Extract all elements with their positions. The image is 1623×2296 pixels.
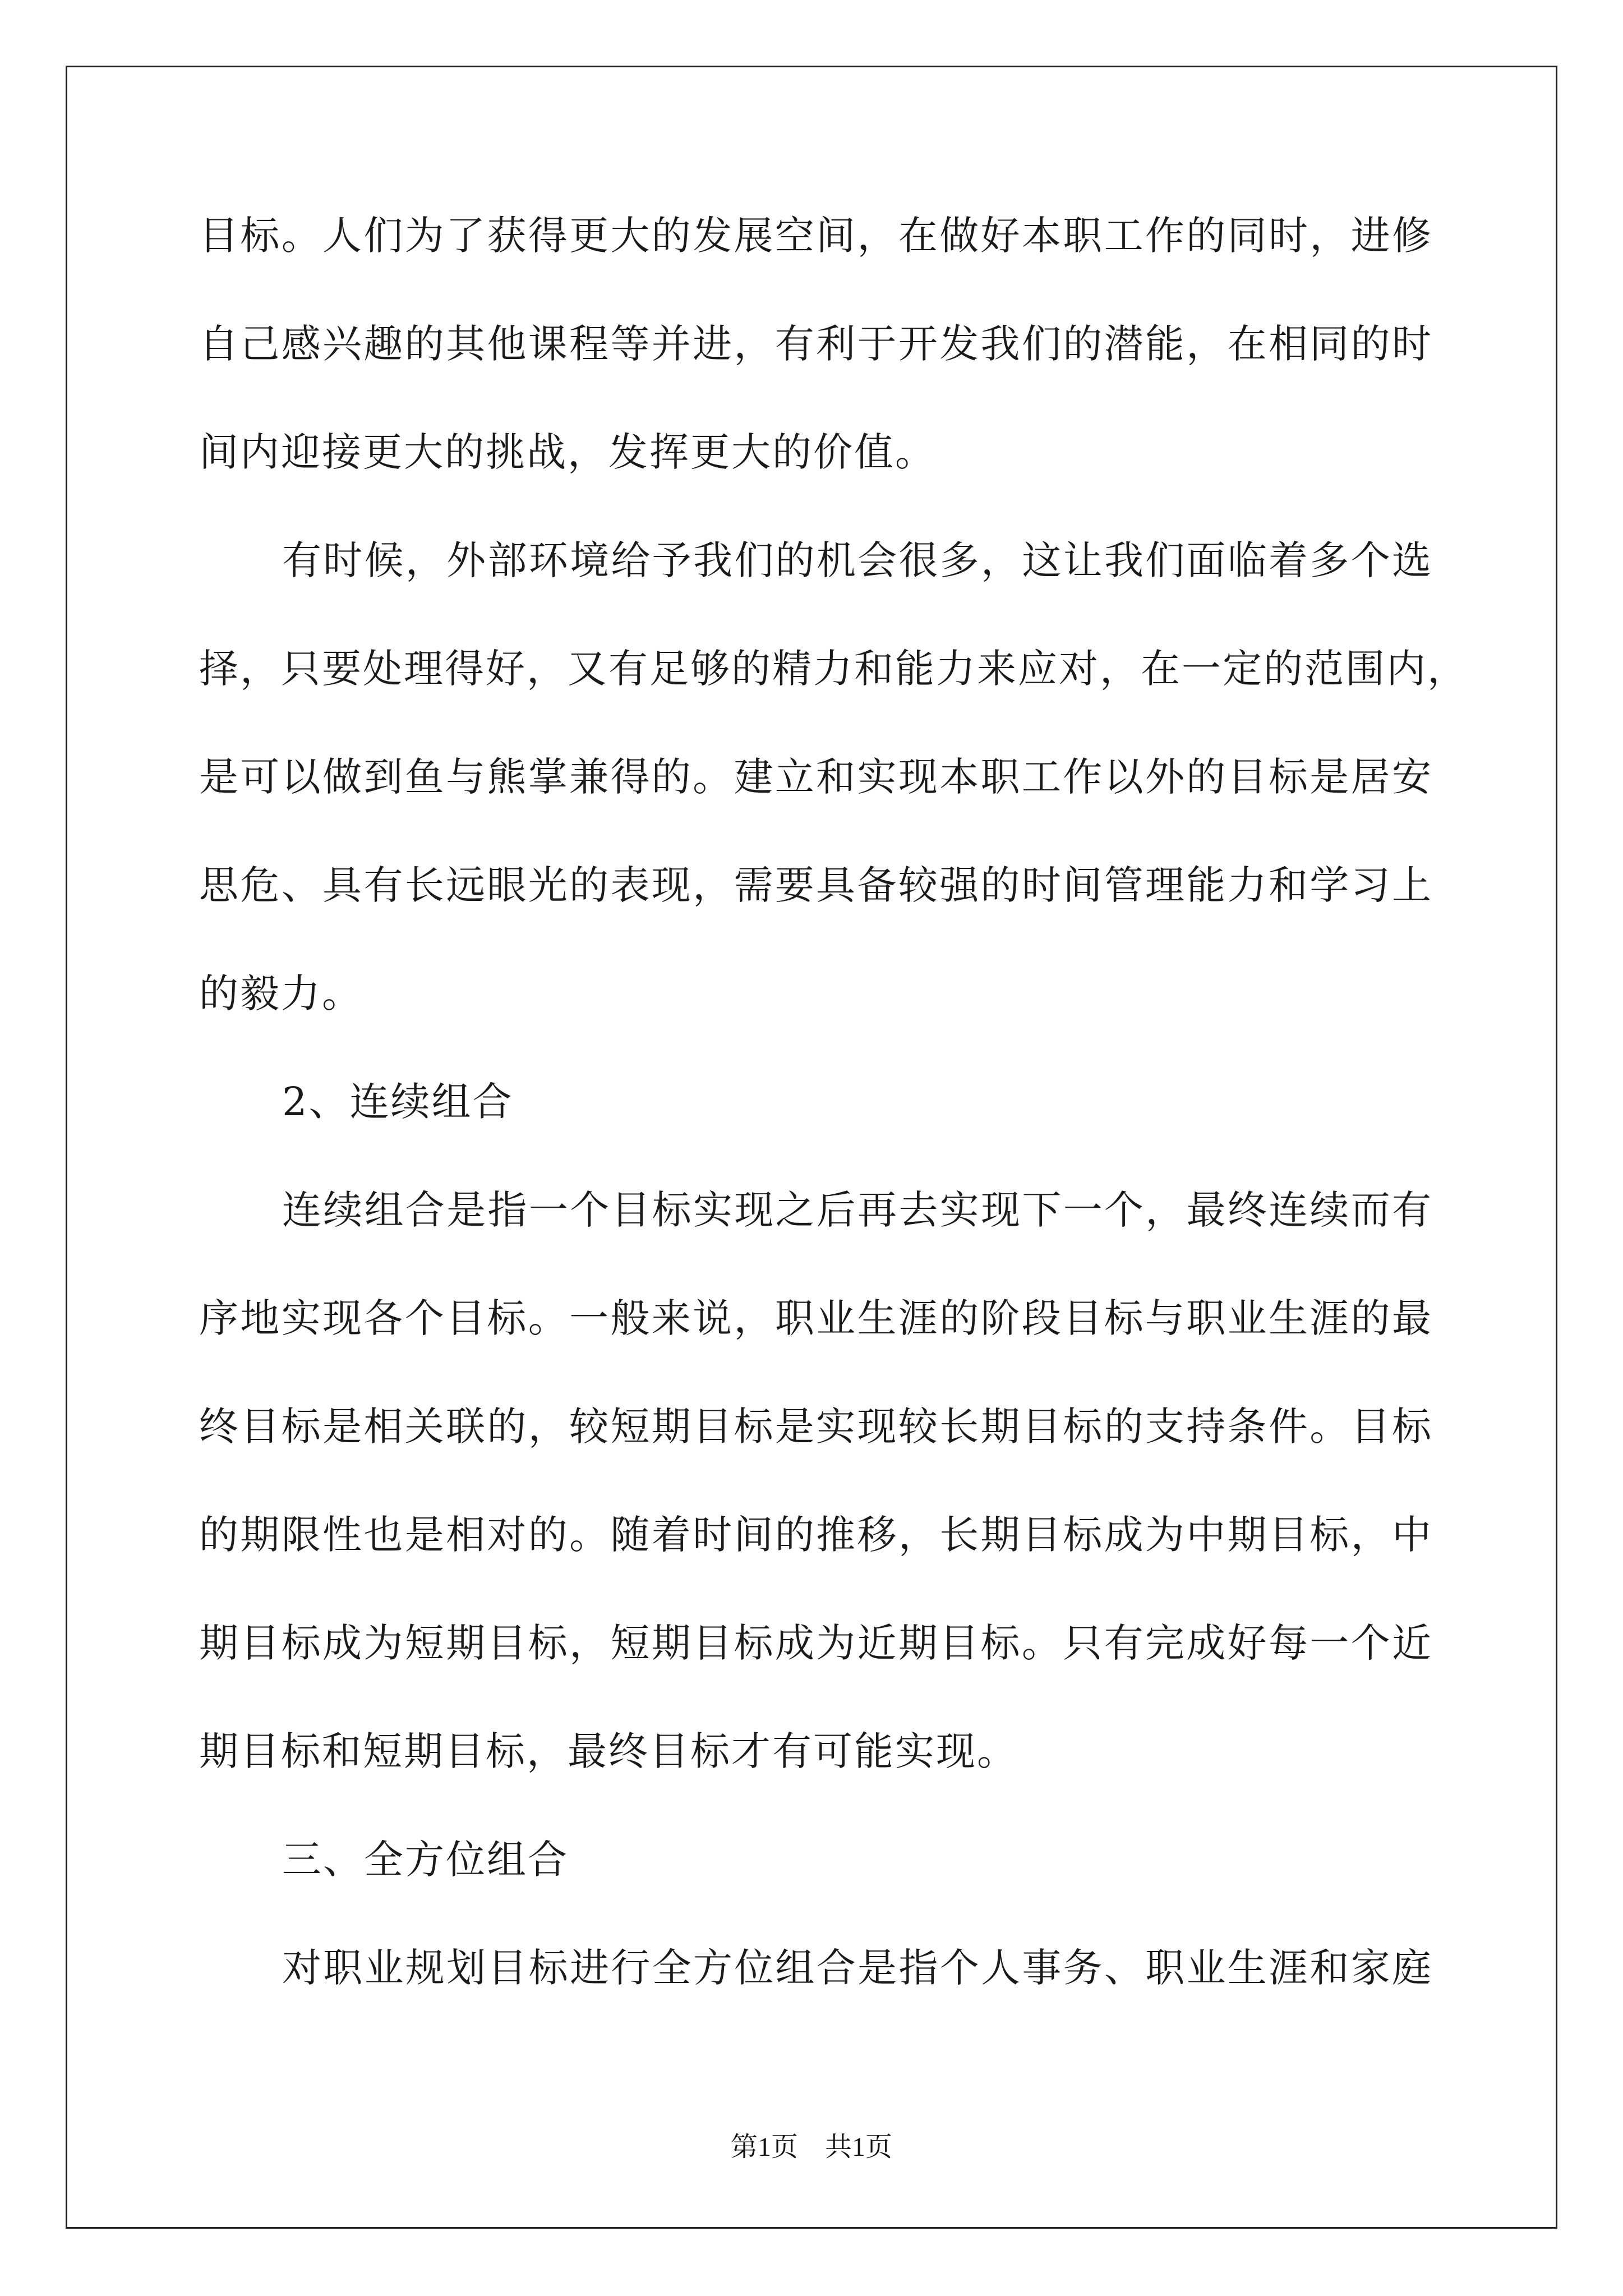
text-line: 对职业规划目标进行全方位组合是指个人事务、职业生涯和家庭 xyxy=(282,1945,1433,1991)
text-line: 是可以做到鱼与熊掌兼得的。建立和实现本职工作以外的目标是居安 xyxy=(199,754,1433,800)
text-line: 期目标成为短期目标，短期目标成为近期目标。只有完成好每一个近 xyxy=(199,1620,1433,1666)
page-footer: 第1页 共1页 xyxy=(730,2132,892,2162)
text-line: 间内迎接更大的挑战，发挥更大的价值。 xyxy=(199,429,936,475)
text-line: 的毅力。 xyxy=(199,970,363,1016)
text-line: 有时候，外部环境给予我们的机会很多，这让我们面临着多个选 xyxy=(282,537,1433,583)
text-line: 终目标是相关联的，较短期目标是实现较长期目标的支持条件。目标 xyxy=(199,1404,1433,1450)
text-line: 的期限性也是相对的。随着时间的推移，长期目标成为中期目标，中 xyxy=(199,1512,1433,1558)
text-line: 择，只要处理得好，又有足够的精力和能力来应对，在一定的范围内， xyxy=(199,646,1468,692)
text-line: 自己感兴趣的其他课程等并进，有利于开发我们的潜能，在相同的时 xyxy=(199,321,1433,367)
text-line: 连续组合是指一个目标实现之后再去实现下一个，最终连续而有 xyxy=(282,1187,1433,1233)
text-line: 思危、具有长远眼光的表现，需要具备较强的时间管理能力和学习上 xyxy=(199,862,1433,908)
text-line: 目标。人们为了获得更大的发展空间，在做好本职工作的同时，进修 xyxy=(199,213,1433,259)
text-line: 序地实现各个目标。一般来说，职业生涯的阶段目标与职业生涯的最 xyxy=(199,1295,1433,1341)
text-line: 期目标和短期目标，最终目标才有可能实现。 xyxy=(199,1728,1018,1774)
section-heading: 三、全方位组合 xyxy=(282,1837,569,1883)
section-heading: 2、连续组合 xyxy=(282,1079,514,1125)
document-body xyxy=(199,213,1468,2054)
